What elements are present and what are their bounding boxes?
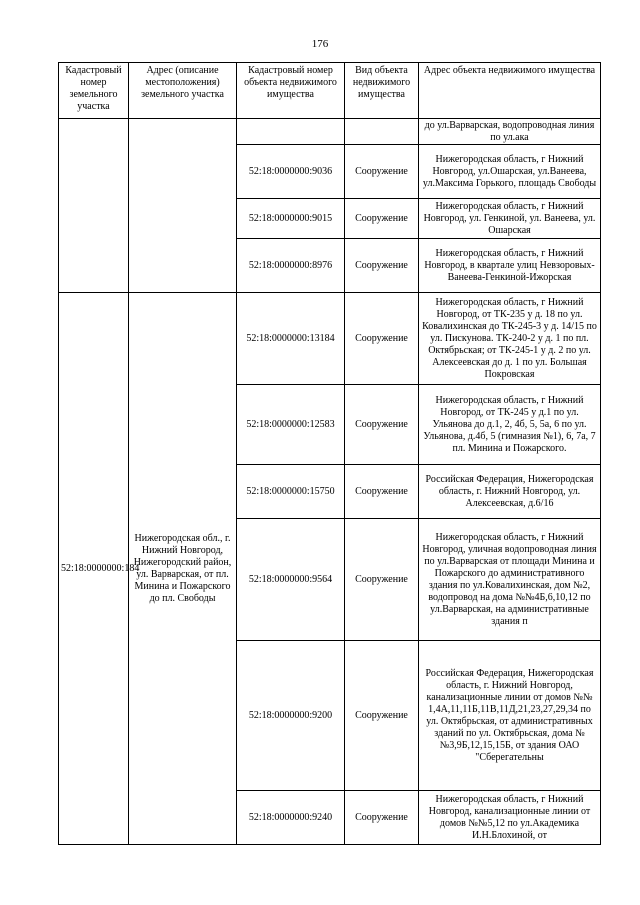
object-address-cell: Российская Федерация, Нижегородская область, г. Нижний Новгород, канализационные линии от домов №№ 1,4А,11,11Б,11В,11Д,21,23,27,29,34 по ул. Октябрьская, от административных зданий по ул. Октябрьская, дома №№3,9Б,12,15,15Б, от здания ОАО "Сберегательны: [419, 641, 601, 791]
object-type-cell: Сооружение: [345, 465, 419, 519]
land-cadastral-cell: [59, 119, 129, 293]
object-type-cell: Сооружение: [345, 519, 419, 641]
land-cadastral-cell: 52:18:0000000:184: [59, 293, 129, 845]
table-row: [59, 293, 601, 385]
cadastral-table: [58, 62, 601, 845]
object-type-cell: Сооружение: [345, 385, 419, 465]
object-type-cell: Сооружение: [345, 641, 419, 791]
object-type-cell: Сооружение: [345, 199, 419, 239]
header-land-cadastral: Кадастровый номер земельного участка: [59, 63, 129, 119]
object-type-cell: Сооружение: [345, 293, 419, 385]
object-address-cell: Российская Федерация, Нижегородская область, г. Нижний Новгород, ул. Алексеевская, д.6/16: [419, 465, 601, 519]
land-address-cell: Нижегородская обл., г. Нижний Новгород, Нижегородский район, ул. Варварская, от пл. Минина и Пожарского до пл. Свободы: [129, 293, 237, 845]
object-type-cell: Сооружение: [345, 239, 419, 293]
object-address-cell: Нижегородская область, г Нижний Новгород, уличная водопроводная линия по ул.Варварская от площади Минина и Пожарского до административного здания по ул.Ковалихинская, дом №2, водопровод на дома №№4Б,6,10,12 по ул.Варварская, на административные здания п: [419, 519, 601, 641]
object-address-cell: Нижегородская область, г Нижний Новгород, ул. Генкиной, ул. Ванеева, ул. Ошарская: [419, 199, 601, 239]
table-header-row: [59, 63, 601, 119]
object-cadastral-cell: 52:18:0000000:12583: [237, 385, 345, 465]
object-cadastral-cell: 52:18:0000000:9564: [237, 519, 345, 641]
object-cadastral-cell: 52:18:0000000:15750: [237, 465, 345, 519]
land-address-cell: [129, 119, 237, 293]
table-row: [59, 119, 601, 145]
object-cadastral-cell: 52:18:0000000:9240: [237, 791, 345, 845]
object-cadastral-cell: 52:18:0000000:8976: [237, 239, 345, 293]
object-cadastral-cell: [237, 119, 345, 145]
object-cadastral-cell: 52:18:0000000:13184: [237, 293, 345, 385]
object-address-cell: до ул.Варварская, водопроводная линия по ул.ака: [419, 119, 601, 145]
object-address-cell: Нижегородская область, г Нижний Новгород, ул.Ошарская, ул.Ванеева, ул.Максима Горького, площадь Свободы: [419, 145, 601, 199]
object-address-cell: Нижегородская область, г Нижний Новгород, от ТК-245 у д.1 по ул. Ульянова до д.1, 2, 4б, 5, 5а, 6 по ул. Ульянова, д.4б, 5 (гимназия №1), 6, 7а, 7 пл. Минина и Пожарского.: [419, 385, 601, 465]
object-cadastral-cell: 52:18:0000000:9200: [237, 641, 345, 791]
header-object-address: Адрес объекта недвижимого имущества: [419, 63, 601, 119]
object-type-cell: Сооружение: [345, 145, 419, 199]
header-object-type: Вид объекта недвижимого имущества: [345, 63, 419, 119]
object-address-cell: Нижегородская область, г Нижний Новгород, канализационные линии от домов №№5,12 по ул.Академика И.Н.Блохиной, от: [419, 791, 601, 845]
header-land-address: Адрес (описание местоположения) земельного участка: [129, 63, 237, 119]
object-type-cell: Сооружение: [345, 791, 419, 845]
object-address-cell: Нижегородская область, г Нижний Новгород, от ТК-235 у д. 18 по ул. Ковалихинская до ТК-245-3 у д. 14/15 по ул. Пискунова. ТК-240-2 у д. 1 по пл. Октябрьская; от ТК-245-1 у д. 2 по ул. Алексеевская до д. 1 по ул. Большая Покровская: [419, 293, 601, 385]
object-type-cell: [345, 119, 419, 145]
object-cadastral-cell: 52:18:0000000:9015: [237, 199, 345, 239]
object-address-cell: Нижегородская область, г Нижний Новгород, в квартале улиц Невзоровых-Ванеева-Генкиной-Ижорская: [419, 239, 601, 293]
header-object-cadastral: Кадастровый номер объекта недвижимого имущества: [237, 63, 345, 119]
object-cadastral-cell: 52:18:0000000:9036: [237, 145, 345, 199]
page-number: 176: [311, 38, 329, 50]
